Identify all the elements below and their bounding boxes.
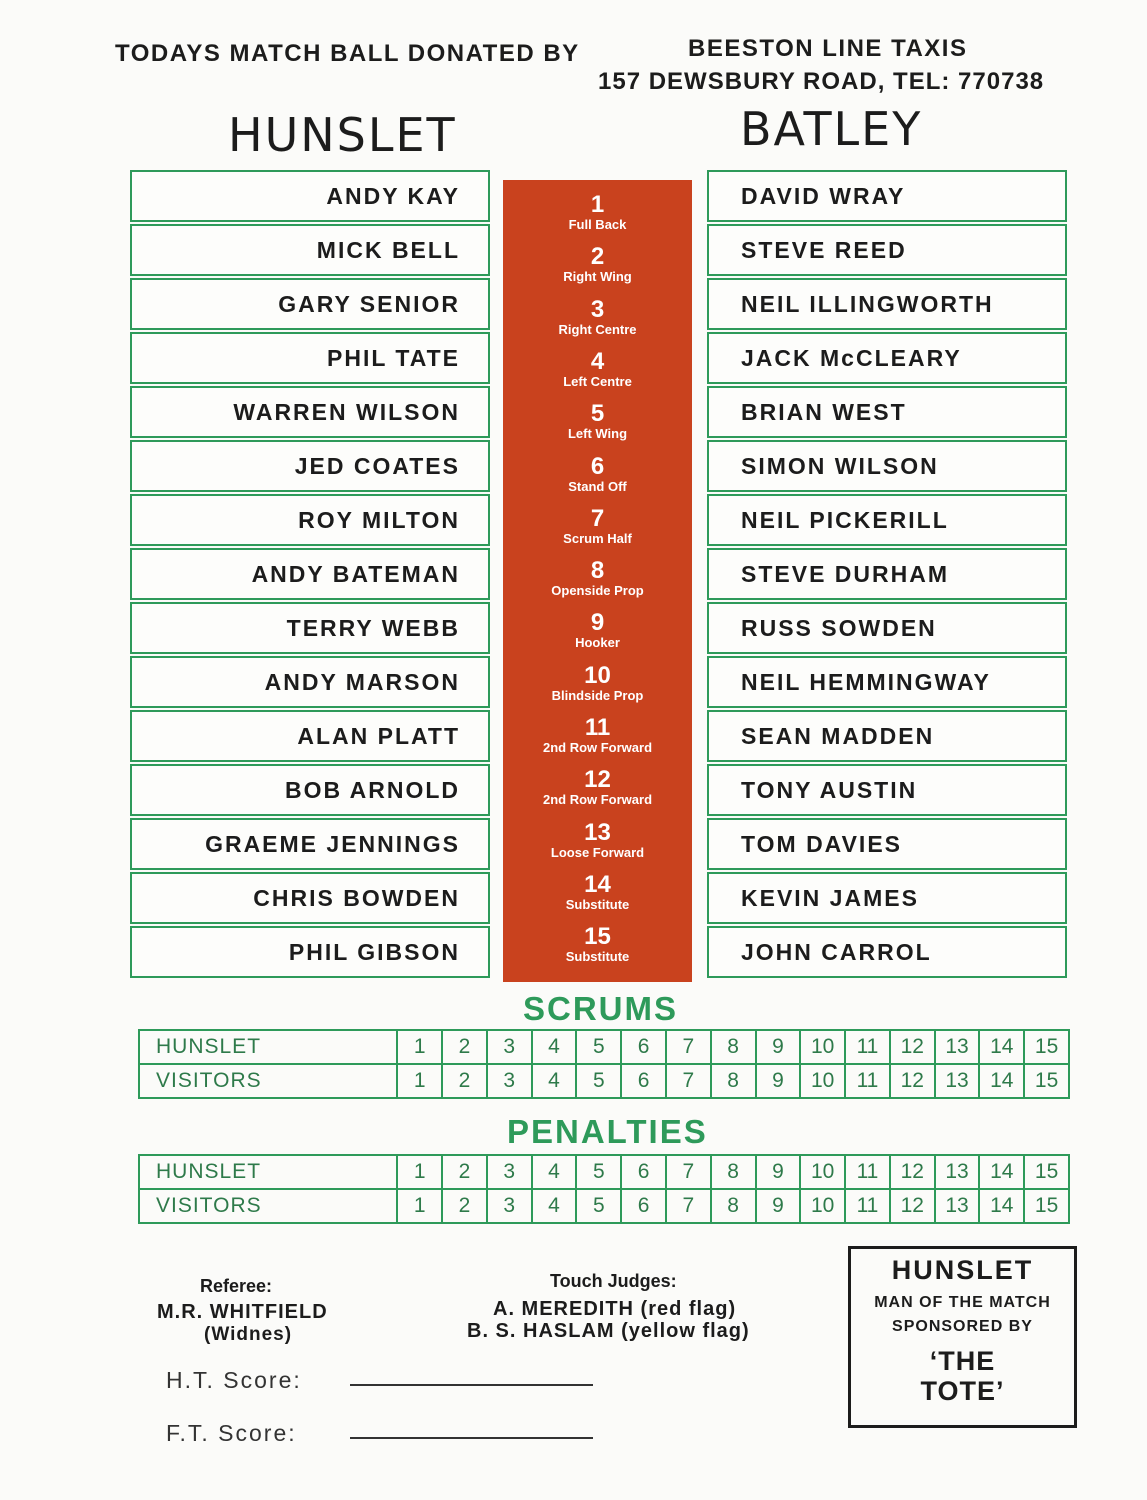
scrums-cell: 14 [979,1064,1024,1098]
scrums-cell: 14 [979,1030,1024,1064]
penalties-cell: 6 [621,1189,666,1223]
position-number: 9 [590,609,605,637]
away-team-title: BATLEY [740,102,923,156]
position-number: 5 [590,400,605,428]
away-player-2: STEVE REED [707,224,1067,276]
referee-club: (Widnes) [204,1324,293,1345]
penalties-cell: 13 [935,1189,980,1223]
penalties-cell: 8 [711,1189,756,1223]
scrums-cell: 11 [845,1064,890,1098]
position-number: 12 [584,766,611,794]
penalties-cell: 11 [845,1155,890,1189]
position-label: Full Back [568,217,627,232]
away-player-3: NEIL ILLINGWORTH [707,278,1067,330]
penalties-cell: 10 [800,1189,845,1223]
penalties-cell: 4 [532,1155,577,1189]
scrums-cell: 3 [487,1030,532,1064]
penalties-cell: 7 [666,1155,711,1189]
scrums-cell: 8 [711,1064,756,1098]
referee-label: Referee: [200,1276,273,1296]
touch-judge-1: A. MEREDITH (red flag) [493,1298,737,1320]
away-player-8: STEVE DURHAM [707,548,1067,600]
scrums-cell: 8 [711,1030,756,1064]
position-label: Right Wing [563,269,632,285]
scrums-cell: 4 [532,1030,577,1064]
position-5 [503,401,692,441]
scrums-cell: 5 [576,1064,621,1098]
position-label: Hooker [575,635,620,651]
penalties-row [139,1189,1069,1223]
position-9 [503,610,692,650]
penalties-cell: 10 [800,1155,845,1189]
away-player-1: DAVID WRAY [707,170,1067,222]
position-11 [503,715,692,755]
scrums-cell: 1 [397,1064,442,1098]
penalties-cell: 13 [935,1155,980,1189]
scrums-cell: 9 [756,1064,801,1098]
scrums-cell: 10 [800,1064,845,1098]
away-player-4: JACK McCLEARY [707,332,1067,384]
scrums-cell: 3 [487,1064,532,1098]
position-7 [503,506,692,546]
scrums-cell: 7 [666,1030,711,1064]
motm-title: MAN OF THE MATCH [874,1294,1051,1311]
penalties-cell: 12 [890,1189,935,1223]
home-player-2: MICK BELL [130,224,490,276]
home-player-13: GRAEME JENNINGS [130,818,490,870]
motm-sponsored-by: SPONSORED BY [892,1318,1033,1335]
penalties-cell: 7 [666,1189,711,1223]
position-label: Loose Forward [550,844,645,860]
scrums-cell: 12 [890,1064,935,1098]
positions-strip [503,180,692,982]
scrums-cell: 15 [1024,1064,1069,1098]
penalties-cell: 1 [397,1155,442,1189]
scrums-row [139,1064,1069,1098]
penalties-cell: 15 [1024,1155,1069,1189]
penalties-table [138,1154,1070,1224]
penalties-cell: 3 [487,1155,532,1189]
position-label: Substitute [565,896,630,912]
penalties-row-label: HUNSLET [139,1155,397,1189]
position-label: 2nd Row Forward [542,792,653,808]
penalties-title: PENALTIES [507,1113,708,1150]
away-player-15: JOHN CARROL [707,926,1067,978]
position-10 [503,663,692,703]
scrums-row-label: HUNSLET [139,1030,397,1064]
scrums-cell: 15 [1024,1030,1069,1064]
position-number: 8 [590,557,605,585]
position-label: Left Wing [567,426,628,442]
away-player-13: TOM DAVIES [707,818,1067,870]
scrums-cell: 11 [845,1030,890,1064]
penalties-cell: 6 [621,1155,666,1189]
half-time-score-label: H.T. Score: [166,1367,302,1393]
scrums-cell: 7 [666,1064,711,1098]
scrums-cell: 10 [800,1030,845,1064]
position-number: 4 [590,347,605,375]
home-player-8: ANDY BATEMAN [130,548,490,600]
position-number: 1 [590,191,605,218]
penalties-cell: 15 [1024,1189,1069,1223]
home-team-list [130,170,490,980]
away-player-6: SIMON WILSON [707,440,1067,492]
penalties-cell: 14 [979,1155,1024,1189]
scrums-row-label: VISITORS [139,1064,397,1098]
scrums-cell: 6 [621,1030,666,1064]
penalties-cell: 2 [442,1189,487,1223]
home-player-5: WARREN WILSON [130,386,490,438]
motm-sponsor-line-1: ‘THE [929,1346,996,1376]
man-of-the-match-box [848,1246,1077,1428]
sponsor-address: 157 DEWSBURY ROAD, TEL: 770738 [598,68,1045,95]
away-player-14: KEVIN JAMES [707,872,1067,924]
home-player-14: CHRIS BOWDEN [130,872,490,924]
position-number: 13 [584,818,611,846]
away-player-5: BRIAN WEST [707,386,1067,438]
scrums-row [139,1030,1069,1064]
position-number: 6 [590,452,605,480]
motm-sponsor-line-2: TOTE’ [920,1376,1005,1406]
position-label: Substitute [565,949,630,965]
touch-judge-2: B. S. HASLAM (yellow flag) [467,1320,750,1342]
half-time-score-line [350,1384,593,1386]
position-13 [503,820,692,860]
home-player-9: TERRY WEBB [130,602,490,654]
position-2 [503,244,692,284]
away-player-10: NEIL HEMMINGWAY [707,656,1067,708]
motm-club: HUNSLET [891,1255,1034,1285]
scrums-cell: 13 [935,1030,980,1064]
position-3 [503,297,692,337]
penalties-row [139,1155,1069,1189]
position-number: 14 [584,870,611,898]
full-time-score-label: F.T. Score: [166,1420,297,1446]
scrums-cell: 4 [532,1064,577,1098]
home-player-3: GARY SENIOR [130,278,490,330]
home-player-12: BOB ARNOLD [130,764,490,816]
full-time-score-line [350,1437,593,1439]
scrums-cell: 6 [621,1064,666,1098]
penalties-row-label: VISITORS [139,1189,397,1223]
position-1 [503,192,692,232]
position-number: 3 [590,295,605,323]
home-player-1: ANDY KAY [130,170,490,222]
penalties-cell: 5 [576,1189,621,1223]
position-8 [503,558,692,598]
ball-donation-label: TODAYS MATCH BALL DONATED BY [115,40,580,67]
scrums-cell: 12 [890,1030,935,1064]
position-12 [503,767,692,807]
scrums-cell: 5 [576,1030,621,1064]
position-label: Blindside Prop [551,687,644,703]
position-label: Openside Prop [551,583,644,599]
scrums-cell: 2 [442,1064,487,1098]
penalties-cell: 11 [845,1189,890,1223]
away-team-list [707,170,1067,980]
touch-judges-label: Touch Judges: [550,1271,677,1291]
penalties-cell: 12 [890,1155,935,1189]
away-player-12: TONY AUSTIN [707,764,1067,816]
position-label: Scrum Half [563,530,632,546]
penalties-cell: 3 [487,1189,532,1223]
position-label: 2nd Row Forward [542,740,653,755]
position-number: 7 [590,504,605,532]
penalties-cell: 4 [532,1189,577,1223]
referee-name: M.R. WHITFIELD [157,1301,328,1323]
home-team-title: HUNSLET [228,108,457,162]
position-label: Left Centre [563,373,632,389]
position-4 [503,349,692,389]
penalties-cell: 14 [979,1189,1024,1223]
position-14 [503,872,692,912]
scrums-title: SCRUMS [523,990,679,1027]
home-player-7: ROY MILTON [130,494,490,546]
position-number: 10 [584,661,611,689]
away-player-7: NEIL PICKERILL [707,494,1067,546]
position-15 [503,924,692,964]
home-player-15: PHIL GIBSON [130,926,490,978]
scrums-cell: 1 [397,1030,442,1064]
position-number: 2 [590,243,605,271]
sponsor-name: BEESTON LINE TAXIS [688,35,968,62]
scrums-cell: 9 [756,1030,801,1064]
away-player-9: RUSS SOWDEN [707,602,1067,654]
scrums-cell: 2 [442,1030,487,1064]
position-6 [503,454,692,494]
penalties-cell: 1 [397,1189,442,1223]
penalties-cell: 8 [711,1155,756,1189]
penalties-cell: 9 [756,1189,801,1223]
away-player-11: SEAN MADDEN [707,710,1067,762]
position-label: Stand Off [568,478,627,494]
scrums-table [138,1029,1070,1099]
home-player-4: PHIL TATE [130,332,490,384]
home-player-10: ANDY MARSON [130,656,490,708]
scrums-cell: 13 [935,1064,980,1098]
position-number: 11 [584,714,611,741]
penalties-cell: 5 [576,1155,621,1189]
home-player-11: ALAN PLATT [130,710,490,762]
position-label: Right Centre [558,321,637,337]
penalties-cell: 9 [756,1155,801,1189]
penalties-cell: 2 [442,1155,487,1189]
home-player-6: JED COATES [130,440,490,492]
position-number: 15 [584,923,611,951]
